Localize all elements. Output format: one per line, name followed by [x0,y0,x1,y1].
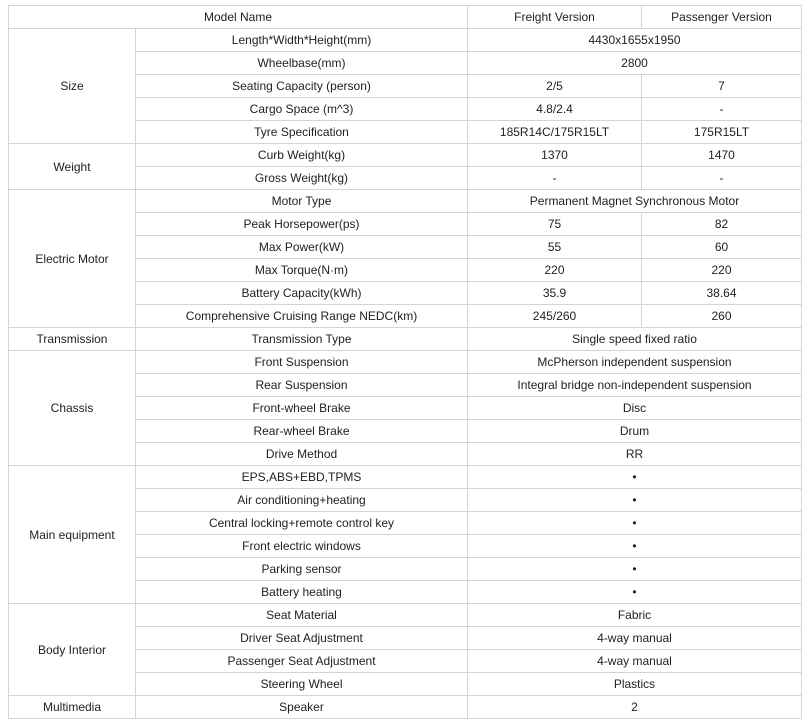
spec-value-shared: • [468,581,802,604]
spec-label: Speaker [136,696,468,719]
spec-value-shared: • [468,512,802,535]
group-label-main-equipment: Main equipment [9,466,136,604]
group-label-transmission: Transmission [9,328,136,351]
spec-value-passenger: 38.64 [642,282,802,305]
spec-label: Curb Weight(kg) [136,144,468,167]
spec-value-passenger: 260 [642,305,802,328]
spec-value-shared: Integral bridge non-independent suspension [468,374,802,397]
spec-label: Peak Horsepower(ps) [136,213,468,236]
spec-value-freight: 55 [468,236,642,259]
table-row [9,144,802,167]
spec-value-freight: 75 [468,213,642,236]
spec-value-passenger: 220 [642,259,802,282]
spec-value-freight: 245/260 [468,305,642,328]
spec-label: Comprehensive Cruising Range NEDC(km) [136,305,468,328]
table-row [9,696,802,719]
spec-value-freight: 2/5 [468,75,642,98]
spec-label: Battery heating [136,581,468,604]
header-row [9,6,802,29]
group-label-electric-motor: Electric Motor [9,190,136,328]
spec-value-shared: 4430x1655x1950 [468,29,802,52]
spec-value-passenger: 175R15LT [642,121,802,144]
table-row [9,328,802,351]
spec-label: Gross Weight(kg) [136,167,468,190]
spec-label: Motor Type [136,190,468,213]
table-row [9,29,802,52]
spec-value-passenger: 7 [642,75,802,98]
spec-label: Central locking+remote control key [136,512,468,535]
header-passenger-version: Passenger Version [642,6,802,29]
spec-value-shared: 4-way manual [468,650,802,673]
spec-value-shared: • [468,489,802,512]
header-model-name: Model Name [9,6,468,29]
table-row [9,190,802,213]
spec-value-passenger: 82 [642,213,802,236]
spec-label: Parking sensor [136,558,468,581]
group-label-chassis: Chassis [9,351,136,466]
spec-value-shared: • [468,558,802,581]
spec-value-shared: Plastics [468,673,802,696]
spec-value-passenger: 60 [642,236,802,259]
table-row [9,466,802,489]
spec-value-passenger: - [642,167,802,190]
spec-value-shared: 2800 [468,52,802,75]
spec-label: Air conditioning+heating [136,489,468,512]
spec-value-shared: Permanent Magnet Synchronous Motor [468,190,802,213]
spec-label: Cargo Space (m^3) [136,98,468,121]
spec-value-shared: • [468,535,802,558]
spec-label: Front electric windows [136,535,468,558]
spec-value-shared: McPherson independent suspension [468,351,802,374]
group-label-multimedia: Multimedia [9,696,136,719]
spec-table [8,5,802,719]
spec-value-shared: Drum [468,420,802,443]
spec-label: Tyre Specification [136,121,468,144]
spec-label: Steering Wheel [136,673,468,696]
spec-label: Transmission Type [136,328,468,351]
spec-label: Rear Suspension [136,374,468,397]
spec-label: Max Power(kW) [136,236,468,259]
spec-value-freight: - [468,167,642,190]
group-label-size: Size [9,29,136,144]
spec-label: Rear-wheel Brake [136,420,468,443]
group-label-weight: Weight [9,144,136,190]
spec-label: Seating Capacity (person) [136,75,468,98]
spec-label: Seat Material [136,604,468,627]
spec-value-freight: 4.8/2.4 [468,98,642,121]
spec-label: Wheelbase(mm) [136,52,468,75]
spec-value-freight: 35.9 [468,282,642,305]
spec-value-freight: 1370 [468,144,642,167]
spec-value-shared: 4-way manual [468,627,802,650]
table-row [9,351,802,374]
spec-label: Front-wheel Brake [136,397,468,420]
spec-value-shared: Single speed fixed ratio [468,328,802,351]
spec-label: Passenger Seat Adjustment [136,650,468,673]
spec-value-shared: • [468,466,802,489]
spec-label: EPS,ABS+EBD,TPMS [136,466,468,489]
header-freight-version: Freight Version [468,6,642,29]
spec-label: Battery Capacity(kWh) [136,282,468,305]
spec-label: Max Torque(N·m) [136,259,468,282]
spec-value-shared: 2 [468,696,802,719]
spec-value-shared: Fabric [468,604,802,627]
spec-label: Front Suspension [136,351,468,374]
table-row [9,604,802,627]
spec-label: Driver Seat Adjustment [136,627,468,650]
spec-value-freight: 185R14C/175R15LT [468,121,642,144]
spec-value-freight: 220 [468,259,642,282]
spec-label: Drive Method [136,443,468,466]
spec-value-passenger: - [642,98,802,121]
spec-value-passenger: 1470 [642,144,802,167]
spec-value-shared: RR [468,443,802,466]
spec-label: Length*Width*Height(mm) [136,29,468,52]
group-label-body-interior: Body Interior [9,604,136,696]
spec-value-shared: Disc [468,397,802,420]
